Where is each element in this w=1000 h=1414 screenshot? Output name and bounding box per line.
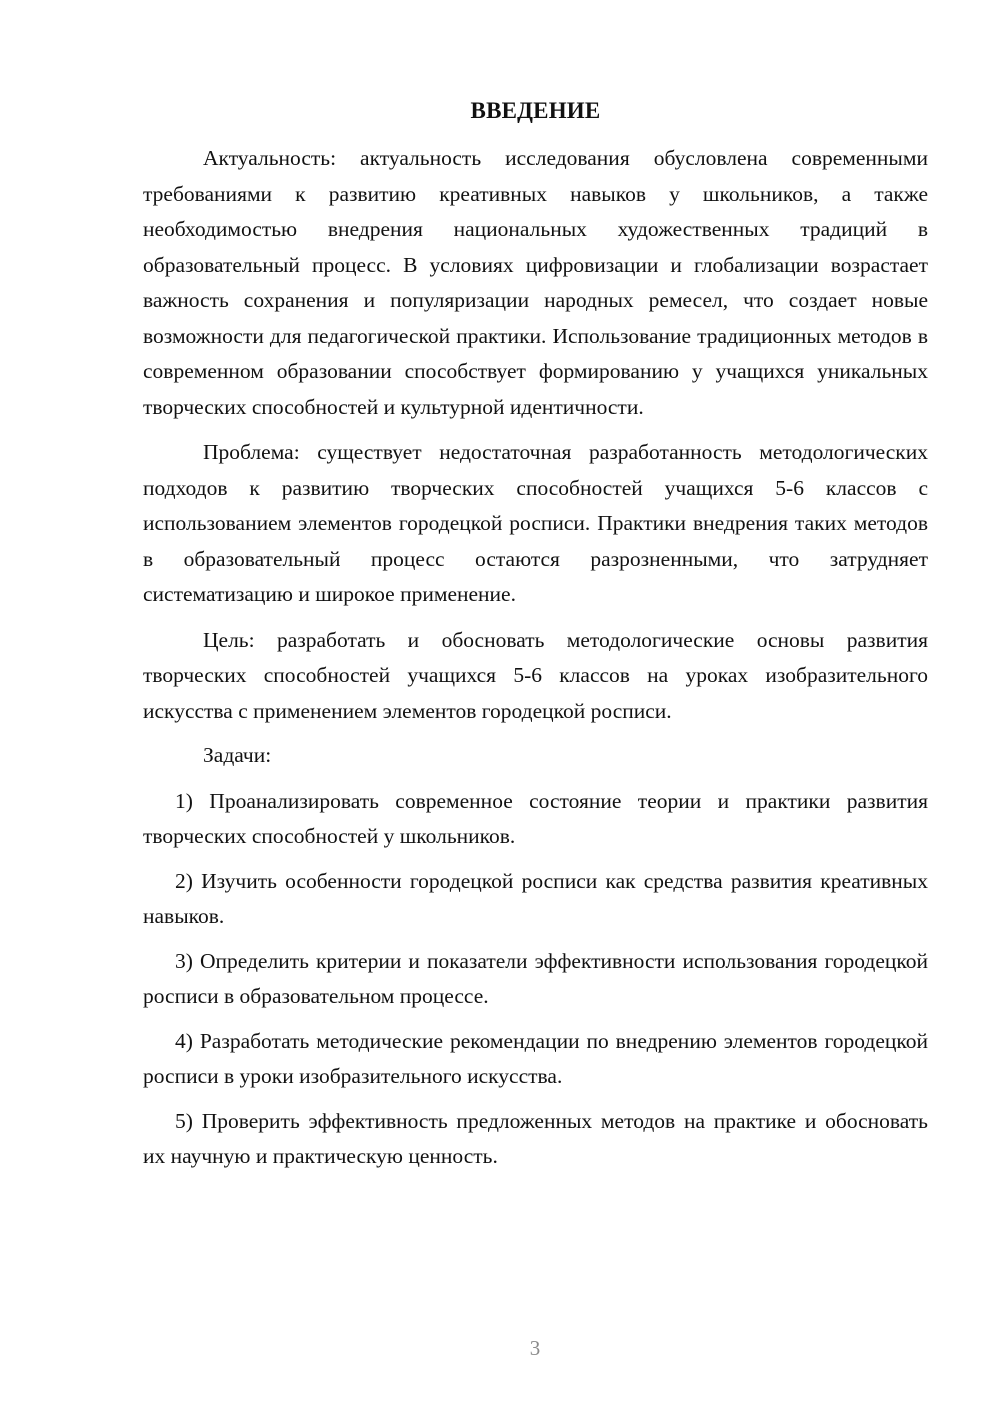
tasks-heading: Задачи: — [203, 743, 272, 767]
task-item: 1) Проанализировать современное состояние теории и практики развития творческих способностей у школьников. — [143, 788, 928, 848]
task-item: 2) Изучить особенности городецкой росписи как средства развития креативных навыков. — [143, 868, 928, 928]
goal-paragraph: Цель: разработать и обосновать методологические основы развития творческих способностей учащихся 5-6 классов на уроках изобразительного искусства с применением элементов городецкой росписи. — [143, 627, 928, 723]
relevance-paragraph: Актуальность: актуальность исследования обусловлена современными требованиями к развитию креативных навыков у школьников, а также необходимостью внедрения национальных художественных традиций в образовательный процесс. В условиях цифровизации и глобализации возрастает важность сохранения и популяризации народных ремесел, что создает новые возможности для педагогической практики. Использование традиционных методов в современном образовании способствует формированию у учащихся уникальных творческих способностей и культурной идентичности. — [143, 146, 928, 419]
section-title: ВВЕДЕНИЕ — [470, 98, 601, 123]
task-item: 4) Разработать методические рекомендации по внедрению элементов городецкой росписи в уроки изобразительного искусства. — [143, 1028, 928, 1088]
page-number: 3 — [529, 1336, 541, 1360]
page-content — [143, 93, 928, 1175]
task-item: 5) Проверить эффективность предложенных методов на практике и обосновать их научную и практическую ценность. — [143, 1108, 928, 1168]
problem-paragraph: Проблема: существует недостаточная разработанность методологических подходов к развитию творческих способностей учащихся 5-6 классов с использованием элементов городецкой росписи. Практики внедрения таких методов в образовательный процесс остаются разрозненными, что затрудняет систематизацию и широкое применение. — [143, 440, 928, 606]
task-item: 3) Определить критерии и показатели эффективности использования городецкой росписи в образовательном процессе. — [143, 948, 928, 1008]
